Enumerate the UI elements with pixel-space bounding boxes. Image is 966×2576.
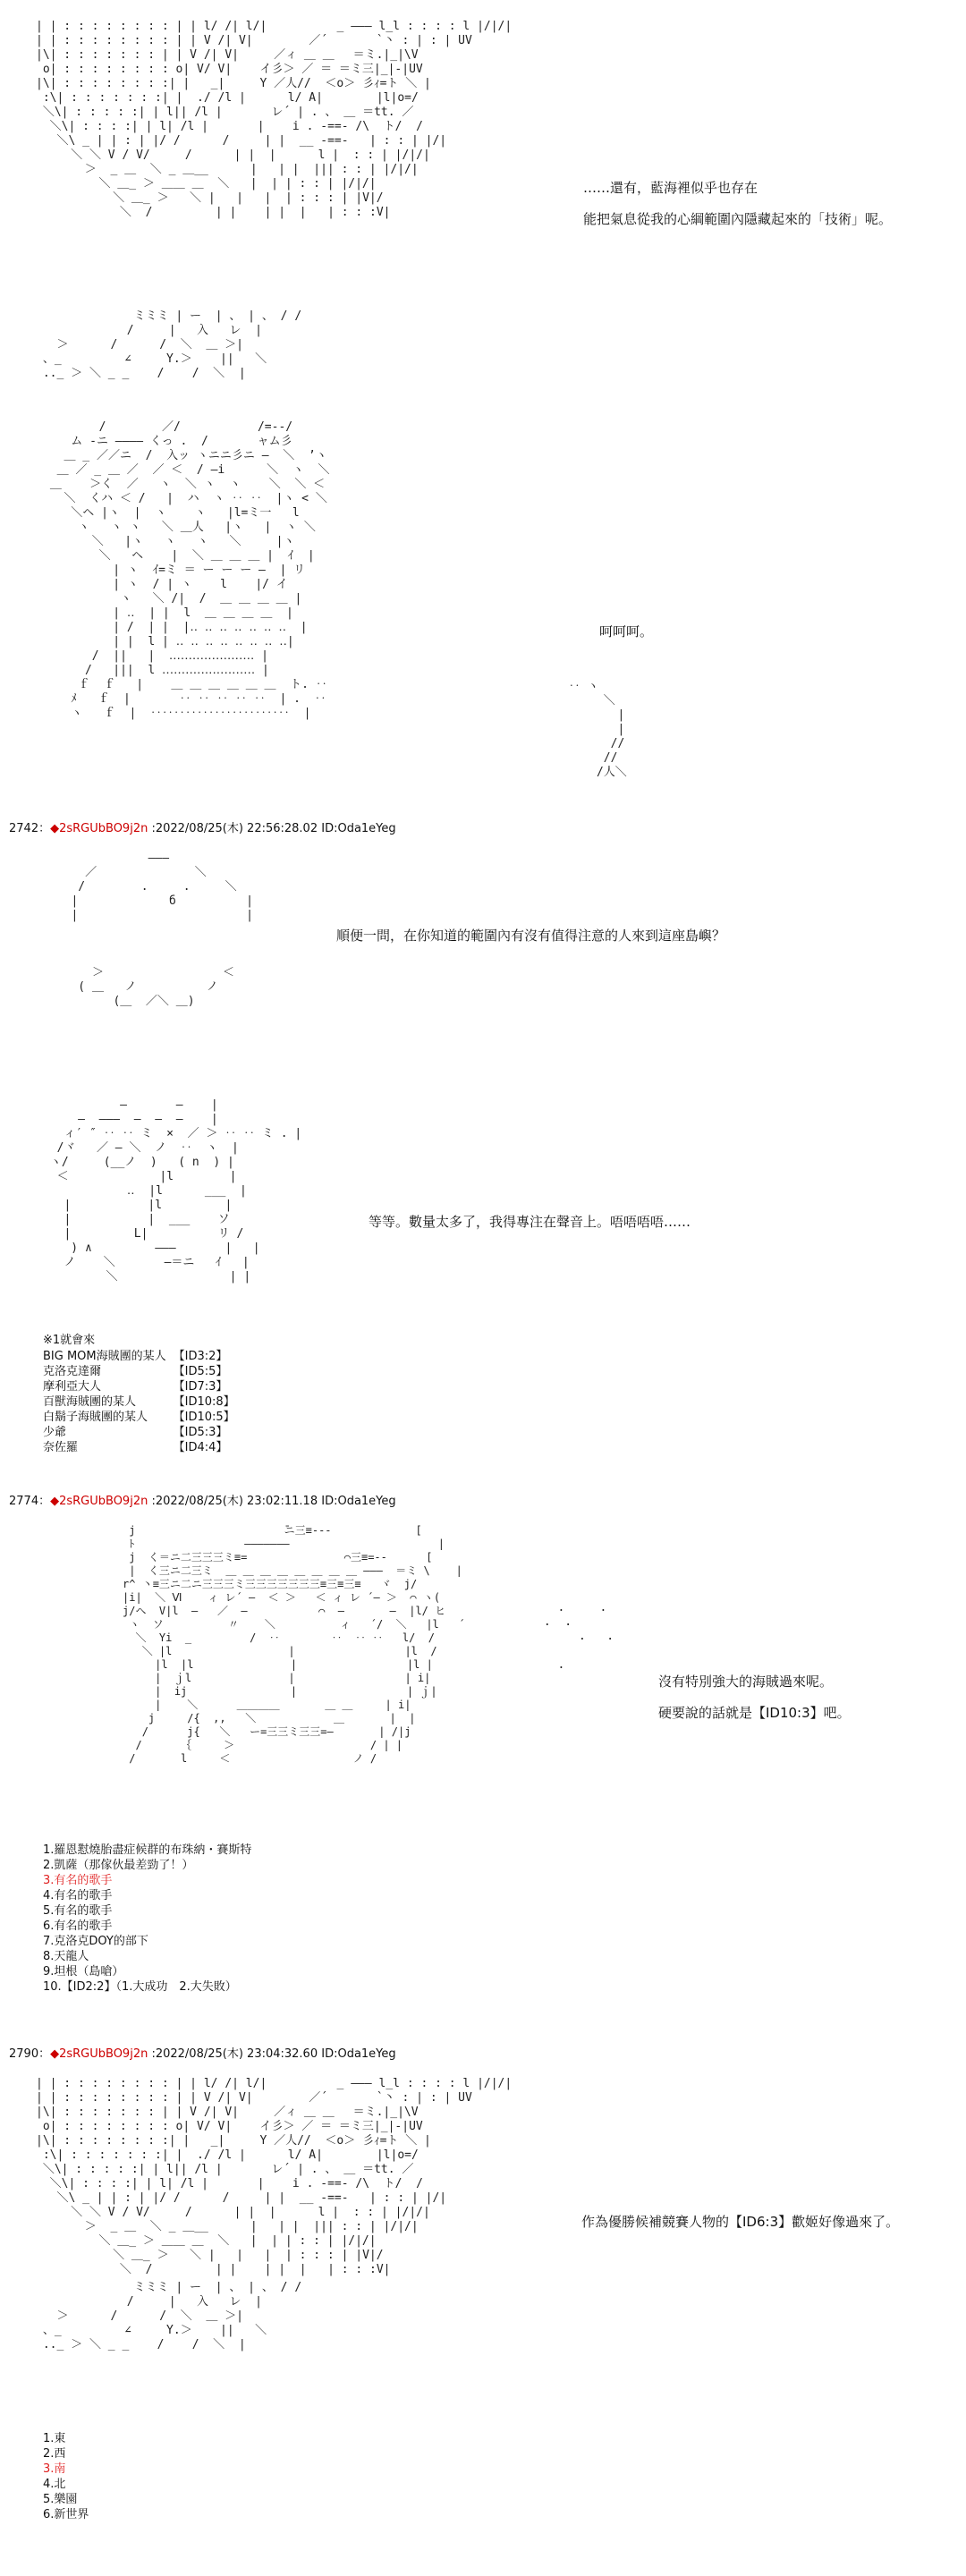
- list-item: 6.有名的歌手: [43, 1919, 113, 1933]
- section-2: [0, 420, 966, 814]
- dialogue-line: 作為優勝候補競賽人物的【ID6:3】歡姬好像過來了。: [581, 2214, 900, 2230]
- dialogue-box: [599, 623, 653, 654]
- post-2742: [0, 821, 966, 1089]
- ascii-art-face: j ̄ニ三≡--- [ ﾄ ――――――― | j く＝ニ二三三三ミ≡= ⌒三≡=-- [ | く三ニ二三ミ ＿ ＿ ＿ ＿ ＿ ＿ ＿ ＿ ――― ＝ミ \ | r^ 丶≡三ニ二ニ三三三ミ三三三三三三三≡三≡三≡ ヾ j/ |i| ＼ Ⅵ ィ レ´ ― ＜ ＞ ＜ ィ レ ´― ＞ ⌒ ヽ( j/ヘ V|l ― ／ ― ⌒ ― ― |l/ ヒ ヽ ソ 〃 ＼ ィ ´/ ＼ |l ´ ＼ Yi _ / ‥ ‥ ‥ ‥ l/ / ＼ |l | |l / |l |l | |l | | ｊl | | i| | ij | | ｊ| | ＼ ＿＿＿＿ ＿ ＿ | i| j /{ ,, ＼ ＿ | | / j{ ＼ ー=三三ミ三三=― | /|j / ｛ ＞ / | | / l ＜ ノ /: [123, 1524, 465, 1765]
- table-row: [43, 1349, 242, 1364]
- note-title: ※1就會來: [43, 1334, 96, 1347]
- post-header: [9, 2046, 396, 2063]
- ascii-art-figure-lower: ミミミ | ー | 、 | 、 / / / | 入 レ | ＞ / / ＼ ＿ ＞| 、_ ∠ Y.＞ || ＼ .._ ＞ ＼ _ _ / / ＼ |: [42, 2281, 302, 2351]
- dialogue-line: 硬要說的話就是【ID10:3】吧。: [658, 1705, 851, 1721]
- candidate-id: 【ID5:5】: [173, 1365, 228, 1378]
- list-item: 9.坦根（島嗆）: [43, 1965, 124, 1979]
- candidate-name: 百獸海賊團的某人: [43, 1395, 137, 1409]
- list-item: 4.有名的歌手: [43, 1889, 113, 1902]
- post-number: 2774：: [9, 1495, 51, 1508]
- list-item: 8.天龍人: [43, 1950, 89, 1963]
- list-item: 4.北: [43, 2478, 66, 2491]
- candidate-id: 【ID10:8】: [173, 1395, 235, 1409]
- list-item: 6.新世界: [43, 2508, 89, 2521]
- post-number: 2790：: [9, 2047, 51, 2061]
- ascii-art-figure: / ／/ /=--/ ム -ニ ―――― くっ . / ャム彡 ＿ _ ／／ニ / 入ッ ヽニニ彡ニ ― ＼ ’ヽ ＿ ／ _ ＿ ／ ／ ＜ / ―i ＼ ヽ ＼ ＿ ＞く ／ ヽ ＼ ヽ ヽ ＼ ＼ ＜ ＼ くハ ＜ / | ハ ヽ ‥ ‥ |ヽ < ＼ ＼ヘ |ヽ | ヽ ヽ |l=ミ一 l ヽ ヽ ヽ ＼ ＿人 |ヽ | ヽ ＼ ＼ |ヽ ヽ ヽ ＼ |ヽ ＼ ヘ | ＼ ＿ ＿ ＿ | ｲ | | ヽ ｲ=ミ ＝ ー ー ー ― | リ | ヽ / | ヽ l |/ イ ヽ ＼ /| / ＿ ＿ ＿ ＿ | | ‥ | | l ＿ ＿ ＿ ＿ | | / | | |‥ ‥ ‥ ‥ ‥ ‥ ‥ | | | l | ‥ ‥ ‥ ‥ ‥ ‥ ‥ ‥| / || | ‥‥‥‥‥‥‥‥‥‥‥ | / ||| l ‥‥‥‥‥‥‥‥‥‥‥‥ | ｆ ｆ | ＿ ＿ ＿ ＿ ＿ ＿ ト. ‥ ﾒ ｆ | ‥ ‥ ‥ ‥ ‥ | . ‥ ヽ ｆ | ‥‥‥‥‥‥‥‥‥‥‥‥ |: [49, 420, 330, 720]
- list-item: 7.克洛克DOY的部下: [43, 1935, 148, 1948]
- post-meta: :2022/08/25(木) 23:02:11.18 ID:Oda1eYeg: [148, 1495, 396, 1508]
- post-number: 2742：: [9, 822, 51, 835]
- option-list: [43, 2431, 89, 2522]
- dialogue-box: [581, 2213, 899, 2244]
- post-tripcode: ◆2sRGUbBO9j2n: [50, 822, 148, 835]
- list-item: 1.羅恩懟燒胎盡症候群的布珠納・賽斯特: [43, 1843, 252, 1857]
- post-tripcode: ◆2sRGUbBO9j2n: [50, 1495, 148, 1508]
- candidate-name: 克洛克達爾: [43, 1365, 102, 1378]
- list-item: 5.樂園: [43, 2493, 78, 2506]
- table-row: [43, 1440, 242, 1455]
- candidate-id: 【ID10:5】: [173, 1411, 235, 1424]
- candidate-name: 奈佐羅: [43, 1441, 79, 1454]
- section-4: [0, 1098, 966, 1492]
- table-row: [43, 1379, 242, 1394]
- post-meta: :2022/08/25(木) 22:56:28.02 ID:Oda1eYeg: [148, 822, 396, 835]
- post-header: [9, 821, 396, 837]
- post-2790: [0, 2046, 966, 2565]
- ascii-art-figure: | | : : : : : : : : | | l/ /| l/| _ ――― l_l : : : : l |/|/| | | : : : : : : : : | | V /| V| ／´ `丶 : | : | UV |\| : : : : : : : | | V /| V| ／ィ ＿ ＿ ＝ミ.|_|\V o| : : : : : : : : o| V/ V| イ彡＞ ／ ＝ ＝ミ三|_|-|UV |\| : : : : : : : :| | _| Y ／人// ＜o＞ 彡ｨ=ト ＼ | :\| : : : : : : :| | ./ /l | l/ A| |l|o=/ ＼\| : : : : :| | l|| /l | レ´ | . 、 ＿ ＝tt. ／ ＼\| : : : :| | l| /l | | i . -==- /\ ト/ / ＼\ _ | | : | |/ / / | | __ -==- | : : | |/| ＼ ＼ V / V/ / | | | l | : : | |/|/| ＞ _ ＿ ＼ _ ＿__ | | | ||| : : | |/|/| ＼ ＿_ ＞ ＿＿ ＿ ＼ | | | : : | |/|/| ＼ ＿_ ＞ ＼ | | | | : : : | |V|/ ＼ / | | | | | | : : :V|: [36, 2077, 513, 2276]
- list-item: 10.【ID2:2】（1.大成功 2.大失敗）: [43, 1980, 237, 1994]
- section-1: [0, 0, 966, 402]
- table-row: [43, 1425, 242, 1440]
- post-2774: [0, 1494, 966, 2030]
- post-header: [9, 1494, 396, 1510]
- dialogue-line: ……還有，藍海裡似乎也存在: [583, 180, 758, 196]
- ascii-art-face: ― ― | ― ――― ― ― ― | ィ′ ″ ‥ ‥ ミ × ／ ＞ ‥ ‥ ミ . | /ヾ ／ ― ＼ ノ ‥ ヽ | ヽ/ (__ノ ) ( n ) | ＜ |l | ‥ |l ___ | | |l | | | ___ ソ | L| リ / ) ∧ ――― | | ノ ＼ ―＝ニ ｲ | ＼ | |: [49, 1098, 302, 1284]
- dialogue-line: 順便一問，在你知道的範圍內有沒有值得注意的人來到這座島嶼？: [336, 928, 726, 944]
- dialogue-line: 沒有特別強大的海賊過來呢。: [658, 1674, 834, 1690]
- dialogue-box: [658, 1673, 851, 1735]
- candidate-name: 摩利亞大人: [43, 1380, 102, 1394]
- candidate-id: 【ID4:4】: [173, 1441, 228, 1454]
- list-item: 1.東: [43, 2432, 66, 2445]
- ascii-art-figure-lower: ミミミ | ー | 、 | 、 / / / | 入 レ | ＞ / / ＼ ＿ ＞| 、_ ∠ Y.＞ || ＼ .._ ＞ ＼ _ _ / / ＼ |: [42, 309, 302, 380]
- dialogue-box: [583, 179, 892, 242]
- list-item: 3.有名的歌手: [43, 1874, 113, 1887]
- ascii-art-figure: | | : : : : : : : : | | l/ /| l/| _ ――― l_l : : : : l |/|/| | | : : : : : : : : | | V /| V| ／´ `丶 : | : | UV |\| : : : : : : : | | V /| V| ／ィ ＿ ＿ ＝ミ.|_|\V o| : : : : : : : : o| V/ V| イ彡＞ ／ ＝ ＝ミ三|_|-|UV |\| : : : : : : : :| | _| Y ／人// ＜o＞ 彡ｨ=ト ＼ | :\| : : : : : : :| | ./ /l | l/ A| |l|o=/ ＼\| : : : : :| | l|| /l | レ´ | . 、 ＿ ＝tt. ／ ＼\| : : : :| | l| /l | | i . -==- /\ ト/ / ＼\ _ | | : | |/ / / | | __ -==- | : : | |/| ＼ ＼ V / V/ / | | | l | : : | |/|/| ＞ _ ＿ ＼ _ ＿__ | | | ||| : : | |/|/| ＼ ＿_ ＞ ＿＿ ＿ ＼ | | | : : | |/|/| ＼ ＿_ ＞ ＼ | | | | : : : | |V|/ ＼ / | | | | | | : : :V|: [36, 20, 513, 219]
- candidate-name: 少爺: [43, 1426, 67, 1439]
- post-tripcode: ◆2sRGUbBO9j2n: [50, 2047, 148, 2061]
- table-row: [43, 1364, 242, 1379]
- table-row: [43, 1410, 242, 1425]
- candidate-name: BIG MOM海賊團的某人: [43, 1350, 166, 1363]
- dialogue-line: 等等。數量太多了，我得專注在聲音上。唔唔唔唔……: [369, 1214, 691, 1230]
- dialogue-box: [369, 1213, 691, 1244]
- dialogue-box: [336, 927, 725, 958]
- list-item: 5.有名的歌手: [43, 1904, 113, 1918]
- dialogue-line: 能把氣息從我的心綱範圍內隱藏起來的「技術」呢。: [583, 211, 893, 227]
- dialogue-line: 呵呵呵。: [599, 623, 654, 640]
- ascii-art-hand: ‥ ヽ ＼ | | // // /人＼: [568, 680, 627, 779]
- candidate-id: 【ID5:3】: [173, 1426, 228, 1439]
- ascii-art-face: ――― ／ ＼ / . . ＼ | б | | | ＞ ＜ ( ＿ ノ ノ (＿ ／＼ ＿): [71, 852, 253, 1008]
- list-item: 2.西: [43, 2447, 66, 2461]
- candidate-name: 白鬍子海賊團的某人: [43, 1411, 148, 1424]
- candidate-table: [43, 1349, 242, 1455]
- option-list: [43, 1843, 251, 1995]
- list-item: 3.南: [43, 2462, 66, 2476]
- table-row: [43, 1394, 242, 1410]
- candidate-id: 【ID7:3】: [173, 1380, 228, 1394]
- candidate-id: 【ID3:2】: [173, 1350, 228, 1363]
- list-item: 2.凱薩（那傢伙最差勁了！）: [43, 1859, 194, 1872]
- ascii-art-dots: . . . . . . .: [543, 1601, 614, 1672]
- post-meta: :2022/08/25(木) 23:04:32.60 ID:Oda1eYeg: [148, 2047, 396, 2061]
